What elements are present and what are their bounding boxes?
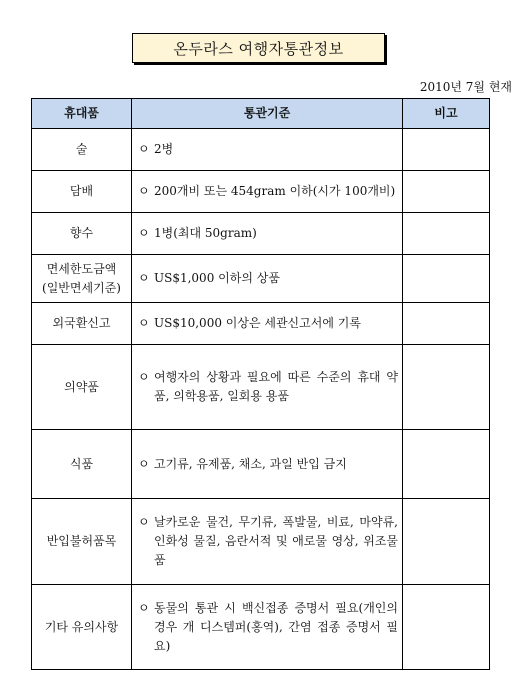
- row-standard-text: 200개비 또는 454gram 이하(시가 100개비): [154, 184, 396, 198]
- row-remark: [403, 499, 490, 585]
- row-item: [32, 171, 132, 213]
- row-standard: [132, 255, 403, 303]
- row-item-label: 의약품: [64, 379, 99, 394]
- row-item-label: 술: [75, 142, 88, 156]
- row-standard: [132, 499, 403, 585]
- document-title: 온두라스 여행자통관정보: [173, 39, 344, 58]
- row-standard: [132, 129, 403, 171]
- row-remark: [403, 430, 490, 499]
- row-remark: [403, 255, 490, 303]
- row-item: [32, 345, 132, 430]
- bullet-icon: ㅇ: [138, 600, 150, 615]
- row-standard: [132, 303, 403, 345]
- table-row: [32, 499, 490, 585]
- document-title-box: [132, 33, 385, 63]
- row-standard-text: 2병: [154, 142, 174, 156]
- bullet-icon: ㅇ: [138, 456, 150, 471]
- row-remark: [403, 585, 490, 670]
- row-standard-text: US$1,000 이하의 상품: [154, 271, 280, 285]
- row-item: [32, 499, 132, 585]
- row-item: [32, 213, 132, 255]
- row-item-label: 식품: [69, 456, 94, 471]
- row-remark: [403, 303, 490, 345]
- row-item: [32, 255, 132, 303]
- table-row: [32, 585, 490, 670]
- bullet-icon: ㅇ: [138, 142, 150, 156]
- header-item: 휴대품: [32, 99, 132, 129]
- bullet-icon: ㅇ: [138, 370, 150, 384]
- row-standard: [132, 585, 403, 670]
- customs-table: [31, 98, 490, 670]
- row-item-sublabel: (일반면세기준): [42, 280, 121, 295]
- bullet-icon: ㅇ: [138, 184, 150, 198]
- row-standard-text: 1병(최대 50gram): [154, 226, 257, 240]
- table-row: [32, 213, 490, 255]
- row-remark: [403, 171, 490, 213]
- row-standard: [132, 213, 403, 255]
- row-item: [32, 585, 132, 670]
- row-standard-text: 날카로운 물건, 무기류, 폭발물, 비료, 마약류, 인화성 물질, 음란서적 및 애로물 영상, 위조물품: [154, 515, 398, 567]
- bullet-icon: ㅇ: [138, 226, 150, 240]
- document-date: 2010년 7월 현재: [419, 80, 512, 94]
- row-standard-text: US$10,000 이상은 세관신고서에 기록: [154, 316, 361, 330]
- row-item-label: 외국환신고: [52, 316, 111, 330]
- header-standard: 통관기준: [132, 99, 403, 129]
- row-remark: [403, 345, 490, 430]
- table-row: [32, 255, 490, 303]
- row-item: [32, 430, 132, 499]
- row-standard-text: 여행자의 상황과 필요에 따른 수준의 휴대 약품, 의학용품, 일회용 용품: [154, 370, 398, 403]
- row-item-label: 담배: [69, 184, 94, 198]
- row-remark: [403, 213, 490, 255]
- row-item-label: 향수: [69, 226, 94, 240]
- table-row: [32, 430, 490, 499]
- bullet-icon: ㅇ: [138, 316, 150, 330]
- table-row: [32, 129, 490, 171]
- row-standard-text: 동물의 통관 시 백신접종 증명서 필요(개인의 경우 개 디스템퍼(홍역), 간염 접종 증명서 필요): [154, 600, 398, 653]
- bullet-icon: ㅇ: [138, 515, 150, 529]
- row-item: [32, 303, 132, 345]
- table-row: [32, 171, 490, 213]
- row-standard: [132, 345, 403, 430]
- row-item-label: 반입불허품목: [46, 534, 117, 548]
- row-standard-text: 고기류, 유제품, 채소, 과일 반입 금지: [154, 456, 347, 471]
- row-item-label: 기타 유의사항: [44, 619, 119, 634]
- row-standard: [132, 171, 403, 213]
- bullet-icon: ㅇ: [138, 271, 150, 285]
- table-header-row: [32, 99, 490, 129]
- row-item-label: 면세한도금액: [46, 261, 117, 276]
- row-standard: [132, 430, 403, 499]
- table-row: [32, 303, 490, 345]
- row-remark: [403, 129, 490, 171]
- row-item: [32, 129, 132, 171]
- table-row: [32, 345, 490, 430]
- header-remark: 비고: [403, 99, 490, 129]
